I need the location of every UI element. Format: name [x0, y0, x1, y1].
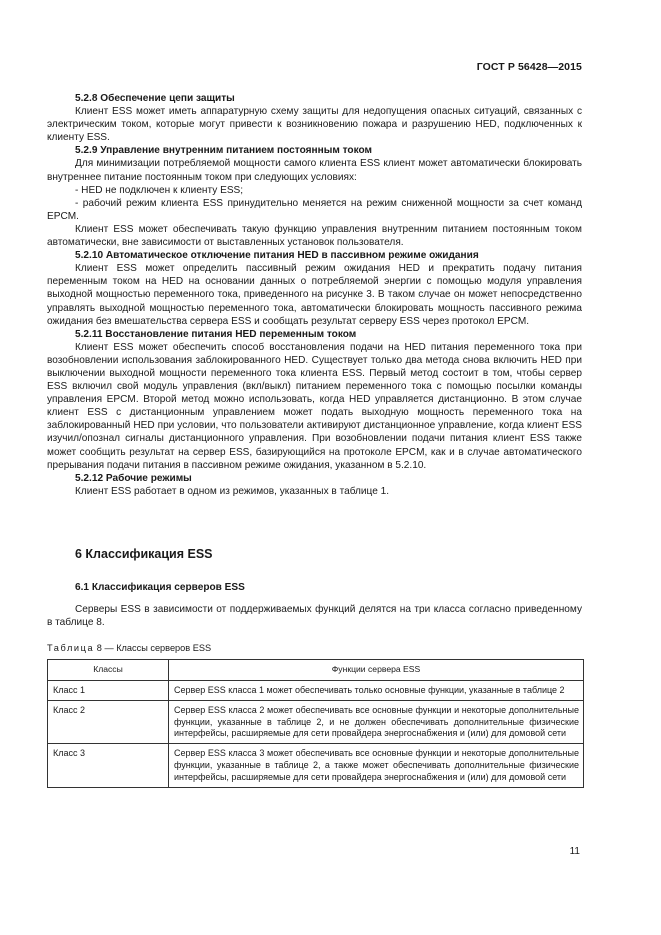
clause-paragraph: Клиент ESS может иметь аппаратурную схему защиты для недопущения опасных ситуаций, связанных с электрическим током, которые могут привести к возникновению пожара и разрушению HED, подключенных к клиенту ESS.: [47, 106, 582, 144]
section-title: 6 Классификация ESS: [75, 547, 213, 561]
class-cell: Класс 2: [48, 700, 169, 743]
table-row: [48, 700, 584, 743]
function-cell: Сервер ESS класса 2 может обеспечивать все основные функции и некоторые дополнительные функции, указанные в таблице 2, и не должен обеспечивать дополнительные физические интерфейсы, расширяемые для сети провайдера энергоснабжения и (или) для домовой сети: [169, 700, 584, 743]
clause-paragraph: Клиент ESS может обеспечить способ восстановления подачи на HED питания переменного тока при возобновлении использования заблокированного HED. Существует только два метода снова включить HED при выключении выходной мощности переменного тока клиента ESS. Первый метод состоит в том, чтобы сервер ESS включил свой модуль управления (вкл/выкл) питанием переменного тока с помощью посылки команды управления EPCM. Второй метод можно использовать, когда HED управляется дистанционно. В этом случае клиент ESS с дистанционным управлением может подать выходную мощность переменного тока на заблокированный HED при условии, что пользователи активируют дистанционное управление, когда клиент ESS изучил/опознал сигналы дистанционного управления. При возобновлении подачи питания клиент ESS также может сообщить результат на сервер ESS, базирующийся на протоколе EPCM, как и в случае автоматического прерывания подачи питания в пассивном режиме ожидания, указанном в 5.2.10.: [47, 341, 582, 471]
table-header-row: [48, 660, 584, 681]
class-cell: Класс 3: [48, 744, 169, 787]
table-caption-text: 8 — Классы серверов ESS: [94, 643, 212, 653]
clause-heading: 5.2.9 Управление внутренним питанием постоянным током: [75, 145, 373, 157]
server-classes-table: [47, 659, 584, 788]
clause-paragraph: - HED не подключен к клиенту ESS;: [75, 184, 244, 196]
clause-heading: 5.2.8 Обеспечение цепи защиты: [75, 93, 235, 104]
table-row: [48, 744, 584, 787]
page-number: 11: [569, 846, 580, 857]
subsection-title: 6.1 Классификация серверов ESS: [75, 582, 245, 593]
clause-paragraph: Клиент ESS может обеспечивать такую функцию управления внутренним питанием постоянным током автоматически, вне зависимости от выставленных установок пользователя.: [47, 223, 582, 249]
clause-paragraph: Клиент ESS может определить пассивный режим ожидания HED и прекратить подачу питания переменным током на HED на основании данных о потребляемой энергии с помощью модуля управления выходной мощностью переменного тока, приведенного на рисунке 3. В таком случае он может непосредственно управлять выходной мощностью переменного тока, автоматически блокировать мощность пассивного режима ожидания без вмешательства сервера ESS и сообщать результат серверу ESS через протокол EPCM.: [47, 263, 582, 327]
clause-paragraph: - рабочий режим клиента ESS принудительно меняется на режим сниженной мощности за счет команд EPCM.: [47, 197, 582, 222]
function-cell: Сервер ESS класса 1 может обеспечивать только основные функции, указанные в таблице 2: [169, 681, 584, 701]
header-classes: Классы: [48, 660, 169, 681]
table-caption: [47, 643, 211, 653]
body-text: [47, 92, 582, 498]
standard-header: ГОСТ Р 56428—2015: [476, 61, 582, 73]
table-caption-word: Таблица: [47, 643, 95, 653]
clause-heading: 5.2.11 Восстановление питания HED переменным током: [75, 328, 357, 340]
clause-heading: 5.2.12 Рабочие режимы: [75, 472, 192, 484]
class-cell: Класс 1: [48, 681, 169, 701]
clause-heading: 5.2.10 Автоматическое отключение питания HED в пассивном режиме ожидания: [75, 250, 479, 262]
clause-paragraph: Клиент ESS работает в одном из режимов, указанных в таблице 1.: [75, 485, 390, 497]
clause-paragraph: Для минимизации потребляемой мощности самого клиента ESS клиент может автоматически блокировать внутреннее питание постоянным током при следующих условиях:: [47, 158, 582, 183]
function-cell: Сервер ESS класса 3 может обеспечивать все основные функции и некоторые дополнительные функции, указанные в таблице 2, а также может обеспечивать дополнительные физические интерфейсы, расширяемые для сети провайдера энергоснабжения и (или) для домовой сети: [169, 744, 584, 787]
subsection-paragraph: Серверы ESS в зависимости от поддерживаемых функций делятся на три класса согласно приведенному в таблице 8.: [47, 604, 582, 629]
header-functions: Функции сервера ESS: [169, 660, 584, 681]
table-row: [48, 681, 584, 701]
